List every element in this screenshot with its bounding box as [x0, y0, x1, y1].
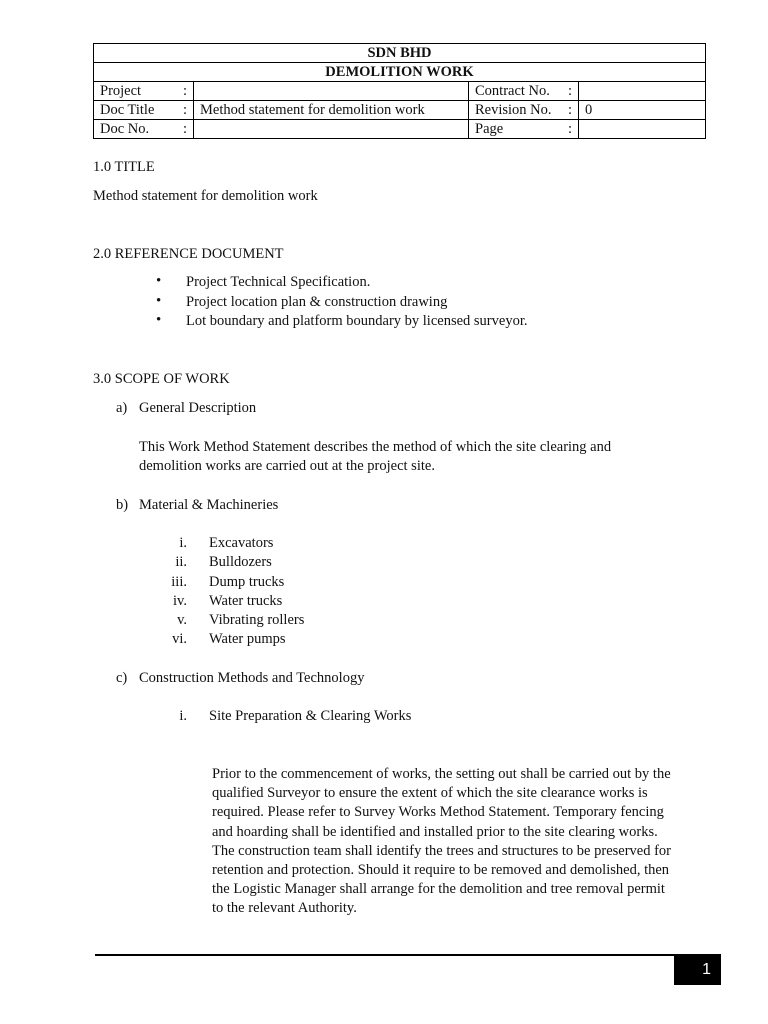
page-label: Page — [475, 121, 504, 137]
machine-label: Bulldozers — [209, 554, 272, 570]
colon: : — [567, 83, 572, 99]
sub-item-title: Site Preparation & Clearing Works — [209, 708, 412, 724]
colon: : — [182, 102, 187, 118]
item-a-marker: a) — [116, 400, 128, 416]
page-label-cell — [469, 120, 579, 139]
doc-title-label-cell — [94, 101, 194, 120]
item-a-text: This Work Method Statement describes the method of which the site clearing and demolition works are carried out at the project site. — [139, 439, 612, 475]
page-number: 1 — [702, 961, 711, 978]
section-3-heading: 3.0 SCOPE OF WORK — [93, 371, 230, 387]
machine-label: Water pumps — [209, 631, 286, 647]
doc-title-label: Doc Title — [100, 102, 155, 118]
doc-no-label: Doc No. — [100, 121, 150, 137]
reference-item-text: Project Technical Specification. — [186, 274, 371, 290]
doc-no-value — [194, 120, 469, 139]
contract-value — [579, 82, 706, 101]
doc-title-value: Method statement for demolition work — [194, 101, 469, 120]
project-value — [194, 82, 469, 101]
colon: : — [567, 102, 572, 118]
machine-number: iv. — [173, 593, 187, 609]
page-value — [579, 120, 706, 139]
machine-label: Excavators — [209, 535, 274, 551]
item-a-title: General Description — [139, 400, 257, 416]
reference-item-text: Project location plan & construction drawing — [186, 294, 448, 310]
section-1-text: Method statement for demolition work — [93, 188, 318, 204]
revision-value: 0 — [579, 101, 706, 120]
machine-number: ii. — [175, 554, 187, 570]
project-label: Project — [100, 83, 142, 99]
document-header-table — [93, 43, 706, 139]
item-b-marker: b) — [116, 497, 129, 513]
machine-label: Vibrating rollers — [209, 612, 305, 628]
sub-item-number: i. — [179, 708, 187, 724]
machine-number: i. — [179, 535, 187, 551]
colon: : — [182, 83, 187, 99]
revision-label-cell — [469, 101, 579, 120]
item-c-title: Construction Methods and Technology — [139, 670, 365, 686]
machine-number: vi. — [172, 631, 187, 647]
machine-number: iii. — [171, 574, 187, 590]
contract-label: Contract No. — [475, 83, 550, 99]
item-b-title: Material & Machineries — [139, 497, 279, 513]
project-label-cell — [94, 82, 194, 101]
site-preparation-text: Prior to the commencement of works, the setting out shall be carried out by the qualified Surveyor to ensure the extent of which the site clearance works is required. Please refer to Survey Works Method Statement. Temporary fencing and hoarding shall be identified and installed prior to the site clearing works. The construction team shall identify the trees and structures to be preserved for retention and protection. Should it require to be removed and demolished, then the Logistic Manager shall arrange for the demolition and tree removal permit to the relevant Authority. — [212, 766, 672, 917]
doc-no-label-cell — [94, 120, 194, 139]
contract-label-cell — [469, 82, 579, 101]
machine-label: Dump trucks — [209, 574, 285, 590]
company-name: SDN BHD — [94, 44, 706, 63]
colon: : — [567, 121, 572, 137]
reference-item-text: Lot boundary and platform boundary by licensed surveyor. — [186, 313, 528, 329]
footer-divider — [95, 954, 721, 956]
section-2-heading: 2.0 REFERENCE DOCUMENT — [93, 246, 284, 262]
work-title: DEMOLITION WORK — [94, 63, 706, 82]
machine-label: Water trucks — [209, 593, 283, 609]
item-c-marker: c) — [116, 670, 128, 686]
machine-number: v. — [177, 612, 187, 628]
colon: : — [182, 121, 187, 137]
revision-label: Revision No. — [475, 102, 552, 118]
section-1-heading: 1.0 TITLE — [93, 159, 155, 175]
page-number-box — [674, 955, 721, 985]
